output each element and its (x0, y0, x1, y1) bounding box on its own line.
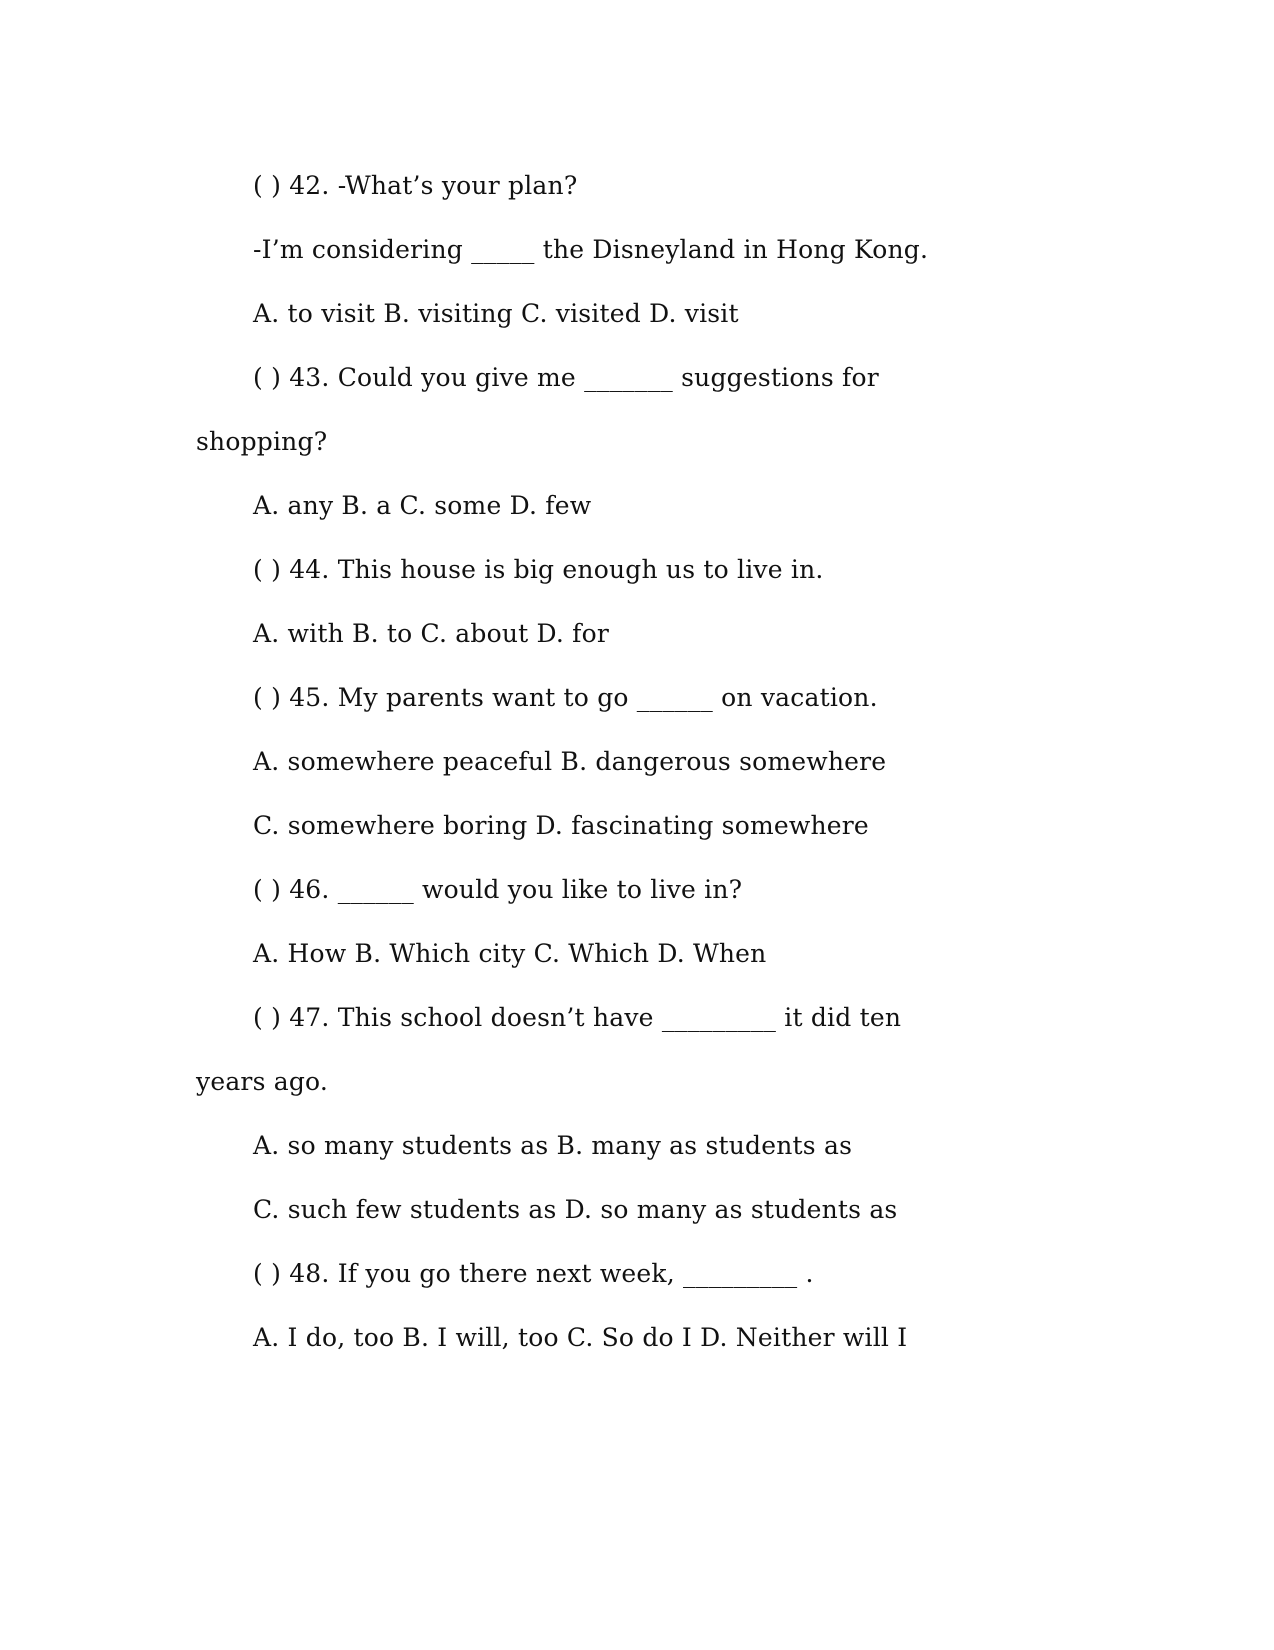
question-44-stem: ( ) 44. This house is big enough us to live in. (253, 555, 824, 584)
question-46-options: A. How B. Which city C. Which D. When (253, 939, 767, 968)
question-42-options: A. to visit B. visiting C. visited D. visit (253, 299, 739, 328)
question-47-stem: ( ) 47. This school doesn’t have _________ it did ten (253, 1003, 902, 1032)
question-45-options-cd: C. somewhere boring D. fascinating somewhere (253, 811, 869, 840)
question-43-options: A. any B. a C. some D. few (253, 491, 592, 520)
question-43-stem: ( ) 43. Could you give me _______ suggestions for (253, 363, 879, 392)
question-48-options: A. I do, too B. I will, too C. So do I D. Neither will I (253, 1323, 908, 1352)
question-47-stem-continued: years ago. (196, 1067, 329, 1096)
question-44-options: A. with B. to C. about D. for (253, 619, 610, 648)
question-46-stem: ( ) 46. ______ would you like to live in? (253, 875, 743, 904)
question-47-options-cd: C. such few students as D. so many as students as (253, 1195, 898, 1224)
question-42-response: -I’m considering _____ the Disneyland in Hong Kong. (253, 235, 929, 264)
question-45-options-ab: A. somewhere peaceful B. dangerous somewhere (253, 747, 887, 776)
question-48-stem: ( ) 48. If you go there next week, _________ . (253, 1259, 814, 1288)
question-47-options-ab: A. so many students as B. many as students as (253, 1131, 853, 1160)
question-43-stem-continued: shopping? (196, 427, 328, 456)
question-42-stem: ( ) 42. -What’s your plan? (253, 171, 578, 200)
question-45-stem: ( ) 45. My parents want to go ______ on vacation. (253, 683, 878, 712)
